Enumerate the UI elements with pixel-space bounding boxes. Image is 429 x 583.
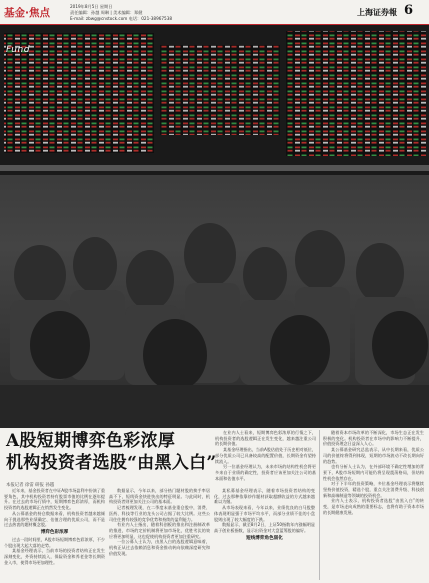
paragraph: 也有分析人士认为，在外部环境不确定性增加的背景下，A股市场短期内可能仍将呈现震荡格局，但结构性机会依然存在。 xyxy=(323,464,424,481)
paragraph: 某公募基金研究总监表示，从中长期来看，优质公司的价值终将得到体现，短期的市场波动不改长期向好的趋势。 xyxy=(323,447,424,464)
article-column-2 xyxy=(109,488,210,580)
paragraph: 对于下半年的投资策略，多位基金经理表示将继续坚持价值投资，精选个股，重点关注消费升级、科技创新和高端制造等领域的投资机会。 xyxy=(323,481,424,498)
paragraph: 业内人士表示，机构投资者选股“由黑入白”的转变，是市场走向成熟的重要标志，也将有助于资本市场的长期健康发展。 xyxy=(323,498,424,515)
headline-line-1: A股短期博弈色彩浓厚 xyxy=(6,431,176,451)
date-line: 2019年8月5日 星期日 xyxy=(70,4,113,9)
section-en-label: Fund xyxy=(6,45,30,55)
paragraph: 在业内人士看来，短期博弈色彩浓厚的行情之下，机构投资者的选股逻辑正在发生变化，越来越注重公司的长期价值。 xyxy=(215,430,316,447)
section-title: 基金·焦点 xyxy=(4,7,50,19)
photo-illustration xyxy=(0,25,429,428)
paragraph: 从市场表现来看，今年以来，业绩优良的白马股整体表现明显强于市场平均水平，而部分业绩不佳的小盘股则出现了较大幅度的下跌。 xyxy=(214,505,315,522)
paragraph: 随着资本市场改革的不断深化，市场生态正在发生积极的变化。机构投资者在市场中的影响力不断提升，价值投资理念日益深入人心。 xyxy=(323,430,424,447)
paragraph: 过去一段时间里，A股市场短期博弈色彩浓厚，不少个股出现大起大落的走势。 xyxy=(4,536,105,548)
subhead: 短线博弈角色弱化 xyxy=(246,535,283,541)
paragraph: 数据显示，截至8月2日，上证50指数年内涨幅明显高于创业板指数，显示出资金对大盘蓝筹股的偏好。 xyxy=(214,522,315,533)
paragraph: 从公募基金的持仓数据来看，机构投资者越来越倾向于挑选那些业绩确定、估值合理的优质公司，而不是过去热衷的题材概念股。 xyxy=(4,510,105,528)
byline-author: 本报记者 徐雷 研报 孙越 xyxy=(6,483,55,488)
headline-line-2: 机构投资者选股“由黑入白” xyxy=(6,453,217,473)
subhead: 博弈色彩浓厚 xyxy=(40,529,69,535)
paragraph: 另一位基金经理认为，未来市场的结构性机会将更多来自于业绩的确定性，投资者应该更加关注公司的基本面和估值水平。 xyxy=(215,464,316,481)
paper-name: 上海证券報 xyxy=(357,7,397,17)
paragraph: 数据显示，今年以来，部分热门题材股的换手率居高不下，短线资金快进快出的特征明显。与此同时，机构投资者则更加关注公司的基本面。 xyxy=(109,488,210,505)
trading-floor-photo xyxy=(0,25,429,428)
article-column-3 xyxy=(214,488,315,580)
paragraph: 有业内人士指出，随着科创板的推出和注册制改革的推进，市场的定价机制将更加市场化，优胜劣汰的效应将更加明显，这也促使机构投资者更加注重研究。 xyxy=(109,522,210,539)
editor-line: 责任编辑：孙越 周琳 | 美术编辑：郑健 xyxy=(70,10,143,15)
email-line: E-mail: zbwg@cnstock.com 电话：021-38967538 xyxy=(70,16,173,21)
paragraph: 某基金经理指出，当前A股估值处于历史相对低位，部分优质公司已具备较高的配置价值，长期资金有望持续流入。 xyxy=(215,447,316,464)
paragraph: 某私募基金经理表示，随着市场投资者结构的变化，过去那种依靠炒作题材获取超额收益的方式越来越难以为继。 xyxy=(214,488,315,505)
article-column-4 xyxy=(215,430,316,486)
paragraph: 记者梳理发现，在二季度末基金重仓股中，消费、医药、科技等行业的龙头公司占据了较大比例。这些公司往往拥有较强的竞争优势和持续的盈利能力。 xyxy=(109,505,210,522)
masthead xyxy=(0,0,429,26)
issue-meta xyxy=(70,4,172,22)
paragraph: 一位公募人士认为，由黑入白的选股逻辑意味着，机构正从过去依赖消息和资金推动转向依赖深度研究和价值发现。 xyxy=(109,539,210,556)
article-column-5 xyxy=(323,430,424,580)
column-divider xyxy=(319,430,320,580)
article-column-1 xyxy=(4,488,105,580)
page-number: 6 xyxy=(404,3,414,18)
paragraph: 近年来，基金投资者在中证A股市场盈利中扮演了重要角色，其中机构投资者持有股票市值的比例在逐年提升。在过去的市场行情中，短期博弈色彩浓厚，而机构投资者的选股逻辑正在悄然发生变化。 xyxy=(4,488,105,511)
paragraph: 某基金经理表示，当前市场的投资者结构正在发生深刻变化，外资持续流入，保险资金和养老金等长期资金入市，使得市场更加理性。 xyxy=(4,548,105,565)
